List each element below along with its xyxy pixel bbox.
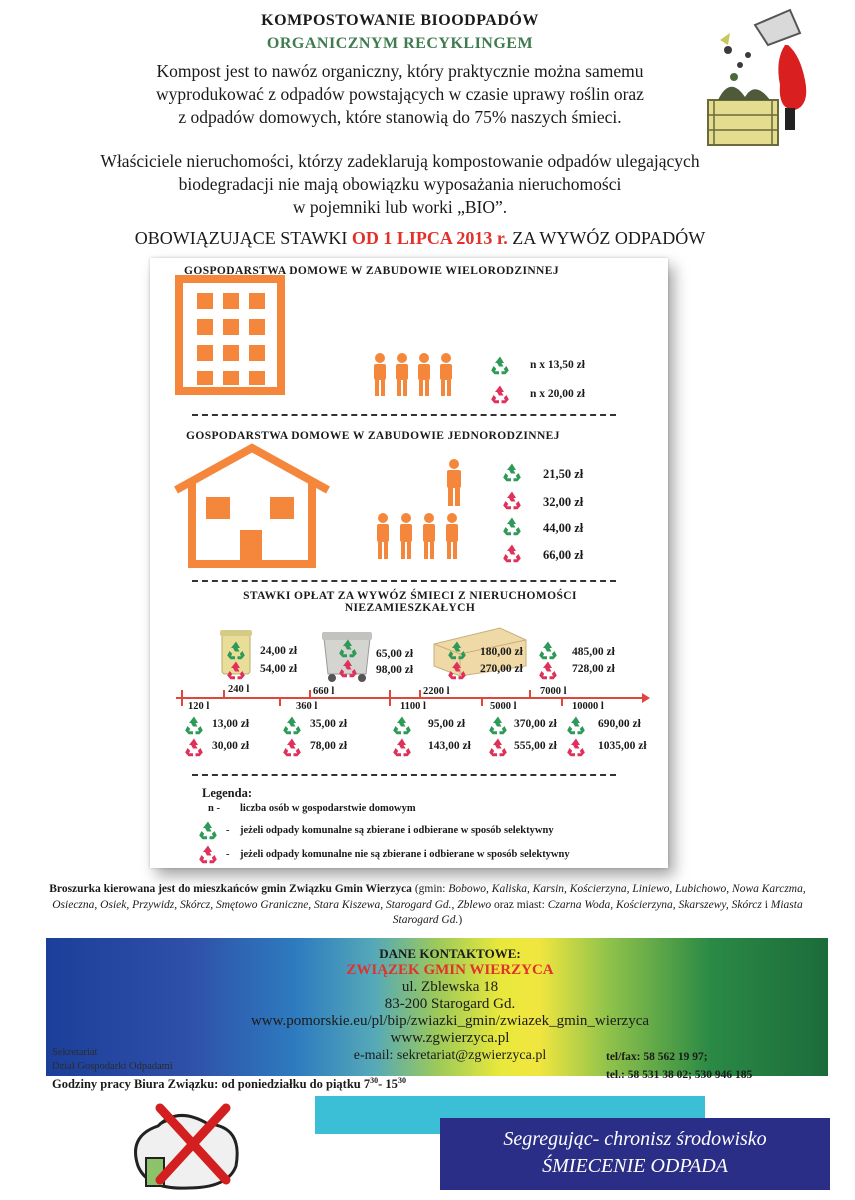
divider xyxy=(192,580,616,582)
recycle-selective-icon xyxy=(338,638,358,658)
page-subtitle: ORGANICZNYM RECYKLINGEM xyxy=(266,35,534,52)
contact-url1[interactable]: www.pomorskie.eu/pl/bip/zwiazki_gmin/zwiazek_gmin_wierzyca xyxy=(250,1013,650,1029)
bin-360-label: 360 l xyxy=(296,701,318,712)
recycle-selective-icon xyxy=(538,640,558,660)
recycle-selective-icon xyxy=(184,715,204,735)
divider xyxy=(192,774,616,776)
contact-org: ZWIĄZEK GMIN WIERZYCA xyxy=(346,962,554,978)
people-group-icon xyxy=(370,352,460,398)
single-one-nonselective-rate: 32,00 zł xyxy=(543,495,584,509)
contact-street: ul. Zblewska 18 xyxy=(401,979,499,995)
nonresidential-title: STAWKI OPŁAT ZA WYWÓZ ŚMIECI Z NIERUCHOMOŚCI NIEZAMIESZKAŁYCH xyxy=(243,590,577,614)
recycle-selective-icon xyxy=(226,640,246,660)
rate-240-selective: 24,00 zł xyxy=(260,645,298,657)
brochure-note: Broszurka kierowana jest do mieszkańców gmin Związku Gmin Wierzyca (gmin: Bobowo, Kaliska, Karsin, Kościerzyna, Liniewo, Lubichowo, Nowa Karczma, Osieczna, Osiek, Przywidz, Skórcz, Smętowo Graniczne, Stara Kiszewa, Starogard Gd., Zblewo oraz miast: Czarna Woda, Kościerzyna, Skarszewy, Skórcz i Miasta Starogard Gd.) xyxy=(49,883,806,926)
recycle-nonselective-icon xyxy=(538,660,558,680)
rate-660-selective: 65,00 zł xyxy=(376,648,414,660)
recycle-nonselective-icon xyxy=(198,844,218,864)
contact-city: 83-200 Starogard Gd. xyxy=(384,996,516,1012)
recycle-selective-icon xyxy=(502,462,522,482)
rate-5000-selective: 370,00 zł xyxy=(514,718,557,730)
rate-1100-nonselective: 143,00 zł xyxy=(428,740,471,752)
rate-7000-selective: 485,00 zł xyxy=(572,646,615,658)
slogan-box xyxy=(440,1118,830,1190)
single-many-nonselective-rate: 66,00 zł xyxy=(543,548,584,562)
recycle-selective-icon xyxy=(198,820,218,840)
recycle-nonselective-icon xyxy=(502,543,522,563)
legend-nonsel-desc: jeżeli odpady komunalne nie są zbierane i odbierane w sposób selektywny xyxy=(240,849,570,860)
single-many-selective-rate: 44,00 zł xyxy=(543,521,584,535)
rates-heading: OBOWIĄZUJĄCE STAWKI OD 1 LIPCA 2013 r. ZA WYWÓZ ODPADÓW xyxy=(134,228,706,248)
multi-selective-rate: n x 13,50 zł xyxy=(530,359,585,371)
owners-text: Właściciele nieruchomości, którzy zadeklarują kompostowanie odpadów ulegających biodegradacji nie mają obowiązku wyposażania nieruchomości w pojemniki lub worki „BIO”. xyxy=(100,151,700,217)
rate-2200-nonselective: 270,00 zł xyxy=(480,663,523,675)
bin-5000-label: 5000 l xyxy=(490,701,517,712)
page-title: KOMPOSTOWANIE BIOODPADÓW xyxy=(261,12,539,29)
multi-family-title: GOSPODARSTWA DOMOWE W ZABUDOWIE WIELORODZINNEJ xyxy=(184,265,559,277)
contact-email[interactable]: e-mail: sekretariat@zgwierzyca.pl xyxy=(353,1048,547,1063)
recycle-nonselective-icon xyxy=(566,737,586,757)
no-littering-icon xyxy=(118,1096,258,1196)
legend-n-key: n - xyxy=(208,803,220,814)
bin-1100-label: 1100 l xyxy=(400,701,426,712)
people-group-icon xyxy=(373,512,465,562)
house-icon xyxy=(170,440,335,570)
recycle-nonselective-icon xyxy=(226,660,246,680)
recycle-nonselective-icon xyxy=(392,737,412,757)
bin-10000-label: 10000 l xyxy=(572,701,604,712)
recycle-selective-icon xyxy=(566,715,586,735)
recycle-nonselective-icon xyxy=(282,737,302,757)
multi-nonselective-rate: n x 20,00 zł xyxy=(530,388,585,400)
single-person-icon xyxy=(443,458,465,508)
apartment-building-icon xyxy=(175,275,285,395)
rate-120-selective: 13,00 zł xyxy=(212,718,250,730)
rate-2200-selective: 180,00 zł xyxy=(480,646,523,658)
legend-nonsel-key: - xyxy=(226,849,230,860)
recycle-selective-icon xyxy=(502,516,522,536)
rate-240-nonselective: 54,00 zł xyxy=(260,663,298,675)
bin-240-label: 240 l xyxy=(228,684,250,695)
recycle-nonselective-icon xyxy=(338,658,358,678)
legend-sel-desc: jeżeli odpady komunalne są zbierane i odbierane w sposób selektywny xyxy=(240,825,554,836)
contact-block xyxy=(180,945,720,1064)
recycle-selective-icon xyxy=(490,355,510,375)
legend-title: Legenda: xyxy=(202,786,252,800)
contact-departments: Sekretariat Dział Gospodarki Odpadami xyxy=(52,1047,173,1072)
rate-10000-selective: 690,00 zł xyxy=(598,718,641,730)
recycle-selective-icon xyxy=(282,715,302,735)
office-hours: Godziny pracy Biura Związku: od poniedziałku do piątku $7^{30}-$ $15^{30}$ xyxy=(52,1076,406,1092)
recycle-nonselective-icon xyxy=(447,660,467,680)
contact-heading: DANE KONTAKTOWE: xyxy=(379,946,521,961)
rate-7000-nonselective: 728,00 zł xyxy=(572,663,615,675)
rate-120-nonselective: 30,00 zł xyxy=(212,740,250,752)
contact-url2[interactable]: www.zgwierzyca.pl xyxy=(390,1030,510,1046)
contact-phones: tel/fax: 58 562 19 97; tel.: 58 531 38 02; 530 946 185 xyxy=(606,1051,753,1081)
legend-sel-key: - xyxy=(226,825,230,836)
recycle-selective-icon xyxy=(392,715,412,735)
slogan-line1: Segregując- chronisz środowisko xyxy=(503,1128,767,1150)
recycle-selective-icon xyxy=(447,640,467,660)
rate-1100-selective: 95,00 zł xyxy=(428,718,466,730)
intro-text: Kompost jest to nawóz organiczny, który praktycznie można samemu wyprodukować z odpadów powstających w czasie uprawy roślin oraz z odpadów domowych, które stanowią do 75% naszych śmieci. xyxy=(156,61,644,127)
bin-120-label: 120 l xyxy=(188,701,210,712)
recycle-selective-icon xyxy=(488,715,508,735)
single-family-title: GOSPODARSTWA DOMOWE W ZABUDOWIE JEDNORODZINNEJ xyxy=(186,430,560,442)
recycle-nonselective-icon xyxy=(184,737,204,757)
rate-360-selective: 35,00 zł xyxy=(310,718,348,730)
rate-10000-nonselective: 1035,00 zł xyxy=(598,740,647,752)
recycle-nonselective-icon xyxy=(488,737,508,757)
rate-5000-nonselective: 555,00 zł xyxy=(514,740,557,752)
bin-2200-label: 2200 l xyxy=(423,686,450,697)
single-one-selective-rate: 21,50 zł xyxy=(543,467,584,481)
slogan-line2: ŚMIECENIE ODPADA xyxy=(542,1155,728,1177)
rate-660-nonselective: 98,00 zł xyxy=(376,664,414,676)
bin-7000-label: 7000 l xyxy=(540,686,567,697)
recycle-nonselective-icon xyxy=(490,384,510,404)
recycle-nonselective-icon xyxy=(502,490,522,510)
legend-n-desc: liczba osób w gospodarstwie domowym xyxy=(240,803,416,814)
bin-660-label: 660 l xyxy=(313,686,335,697)
rate-360-nonselective: 78,00 zł xyxy=(310,740,348,752)
divider xyxy=(192,414,616,416)
compost-illustration xyxy=(700,5,815,150)
